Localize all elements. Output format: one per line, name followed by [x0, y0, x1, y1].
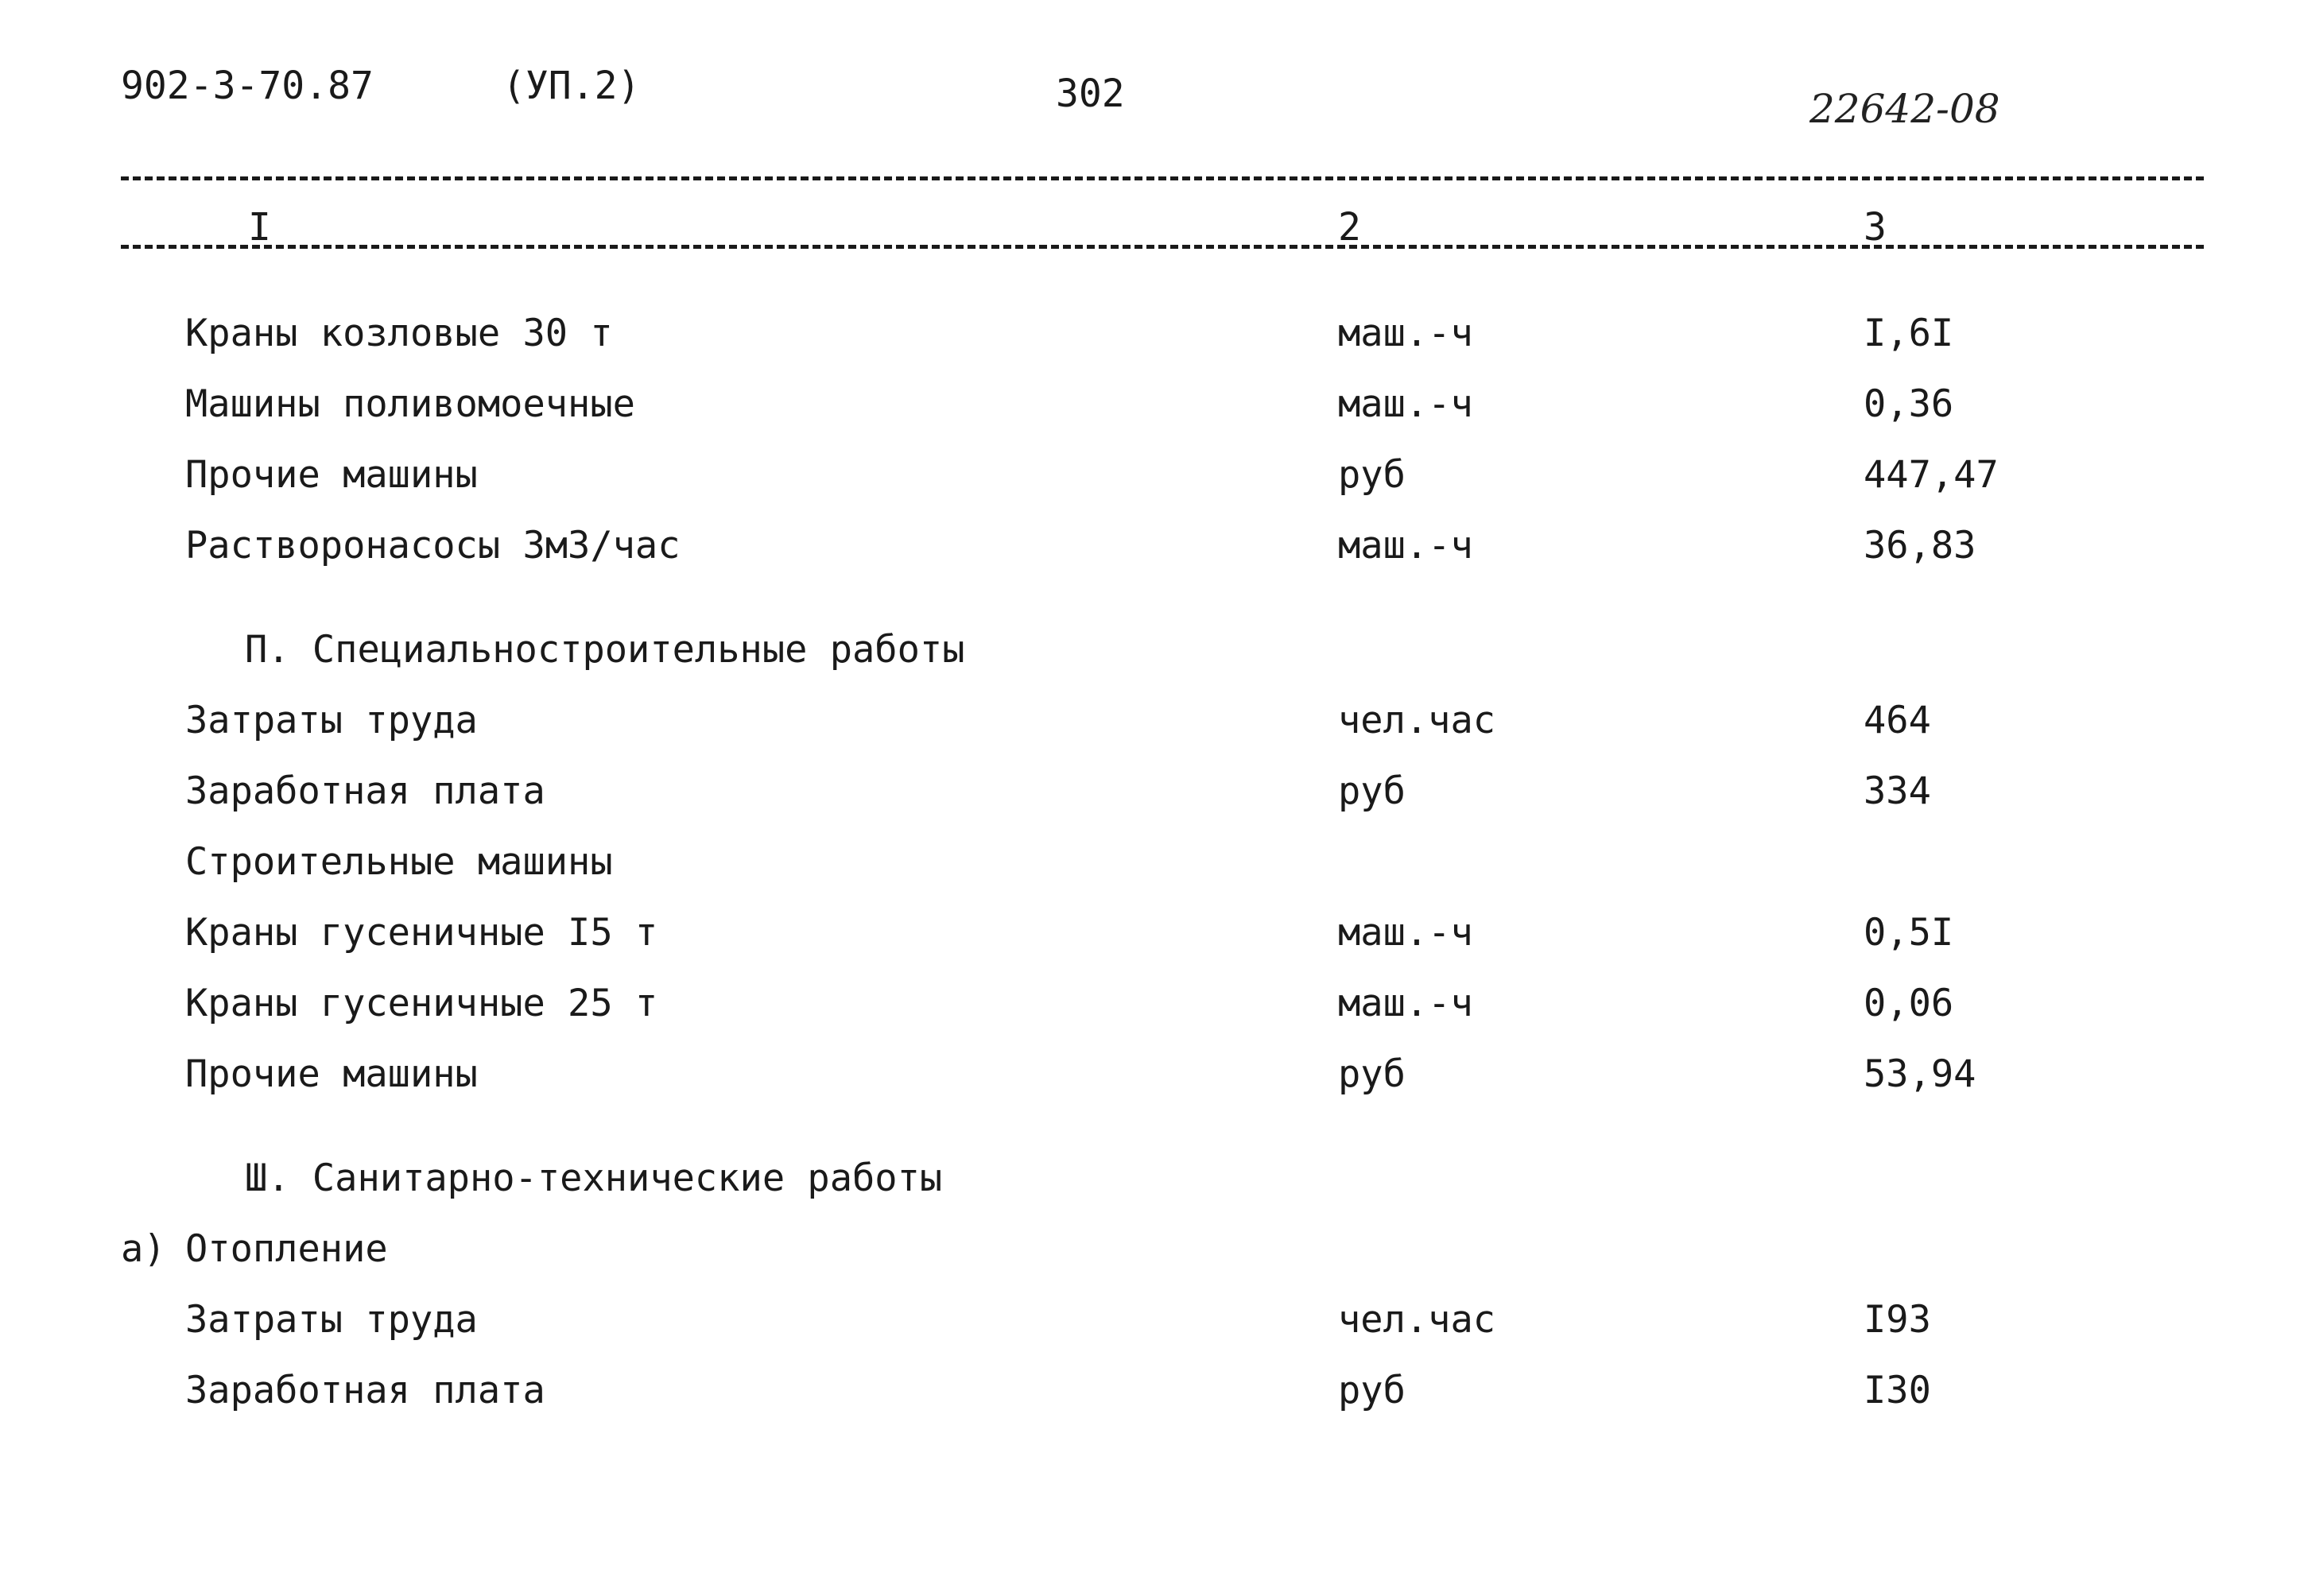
column-header-2: 2: [1338, 205, 1361, 250]
row-value: 53,94: [1864, 1052, 1976, 1096]
document-code: 902-3-70.87: [121, 64, 374, 108]
row-unit: руб: [1338, 1052, 1406, 1096]
row-unit: руб: [1338, 769, 1406, 813]
row-name: Растворонасосы 3м3/час: [185, 524, 681, 568]
row-unit: чел.час: [1338, 699, 1496, 742]
row-value: 447,47: [1864, 453, 1999, 497]
row-unit: маш.-ч: [1338, 382, 1473, 426]
column-header-3: 3: [1864, 205, 1887, 250]
row-name: Прочие машины: [185, 1052, 478, 1096]
list-marker: а): [121, 1227, 166, 1271]
row-value: 464: [1864, 699, 1931, 742]
row-name: Краны гусеничные I5 т: [185, 911, 658, 955]
row-name: Краны козловые 30 т: [185, 312, 613, 355]
row-unit: маш.-ч: [1338, 524, 1473, 568]
row-name: Прочие машины: [185, 453, 478, 497]
row-unit: маш.-ч: [1338, 312, 1473, 355]
table-top-rule: [121, 176, 2204, 180]
row-value: I30: [1864, 1369, 1931, 1412]
row-unit: маш.-ч: [1338, 911, 1473, 955]
row-value: 0,06: [1864, 982, 1954, 1025]
page-number: 302: [1056, 72, 1125, 116]
subheading: Отопление: [185, 1227, 388, 1271]
column-header-1: I: [248, 205, 271, 250]
row-unit: руб: [1338, 453, 1406, 497]
section-heading: П. Специальностроительные работы: [245, 628, 965, 672]
row-unit: чел.час: [1338, 1298, 1496, 1342]
row-name: Затраты труда: [185, 699, 478, 742]
row-name: Затраты труда: [185, 1298, 478, 1342]
row-name: Краны гусеничные 25 т: [185, 982, 658, 1025]
row-value: I93: [1864, 1298, 1931, 1342]
section-heading: Ш. Санитарно-технические работы: [245, 1156, 943, 1200]
row-value: 0,36: [1864, 382, 1954, 426]
subheading: Строительные машины: [185, 840, 613, 884]
row-value: I,6I: [1864, 312, 1954, 355]
section-code: (УП.2): [502, 64, 641, 108]
row-name: Заработная плата: [185, 1369, 545, 1412]
row-value: 0,5I: [1864, 911, 1954, 955]
row-unit: маш.-ч: [1338, 982, 1473, 1025]
row-unit: руб: [1338, 1369, 1406, 1412]
row-name: Машины поливомоечные: [185, 382, 635, 426]
inventory-number: 22642-08: [1809, 86, 2000, 132]
row-value: 334: [1864, 769, 1931, 813]
table-header-rule: [121, 245, 2204, 249]
row-value: 36,83: [1864, 524, 1976, 568]
row-name: Заработная плата: [185, 769, 545, 813]
